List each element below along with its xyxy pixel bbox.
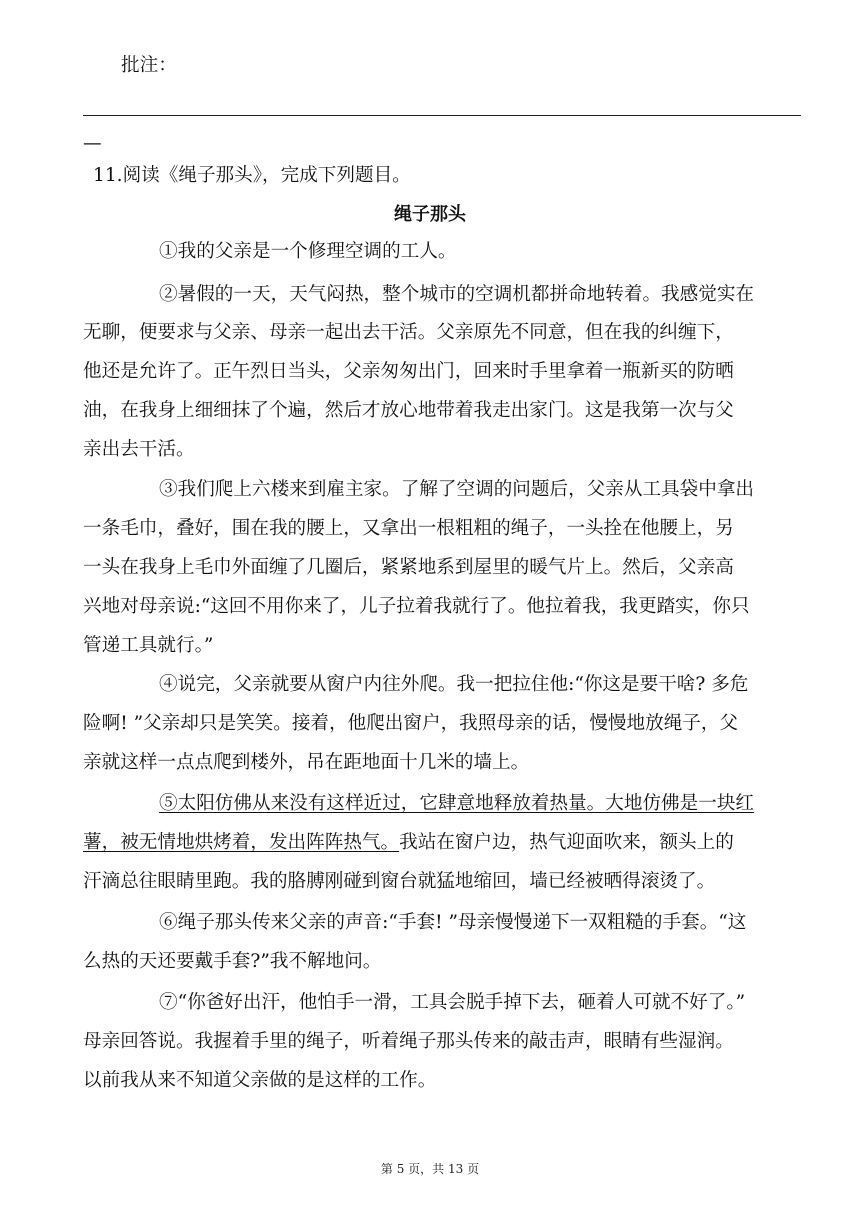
paragraph-7-line: 母亲回答说。我握着手里的绳子，听着绳子那头传来的敲击声，眼睛有些湿润。 — [83, 1031, 734, 1052]
paragraph-2-line: 无聊，便要求与父亲、母亲一起出去干活。父亲原先不同意，但在我的纠缠下， — [83, 322, 734, 343]
paragraph-5-text: 我站在窗户边，热气迎面吹来，额头上的 — [399, 832, 734, 853]
paragraph-2-line: ②暑假的一天，天气闷热，整个城市的空调机都拼命地转着。我感觉实在 — [159, 284, 755, 305]
paragraph-2-line: 油，在我身上细细抹了个遍，然后才放心地带着我走出家门。这是我第一次与父 — [83, 400, 734, 421]
paragraph-5-underlined: 薯，被无情地烘烤着，发出阵阵热气。 — [83, 832, 400, 853]
paragraph-4-line: 险啊! ”父亲却只是笑笑。接着，他爬出窗户，我照母亲的话，慢慢地放绳子，父 — [83, 713, 739, 734]
paragraph-4-line: 亲就这样一点点爬到楼外，吊在距地面十几米的墙上。 — [83, 752, 530, 773]
paragraph-2-line: 亲出去干活。 — [83, 439, 195, 460]
paragraph-7-line: 以前我从来不知道父亲做的是这样的工作。 — [83, 1070, 437, 1091]
paragraph-3-line: 管递工具就行。” — [83, 635, 214, 656]
paragraph-1: ①我的父亲是一个修理空调的工人。 — [159, 241, 457, 262]
annotation-label: 批注： — [121, 55, 177, 76]
paragraph-5-line: 汗滴总往眼睛里跑。我的胳膊刚碰到窗台就猛地缩回，墙已经被晒得滚烫了。 — [83, 871, 716, 892]
question-intro: 11.阅读《绳子那头》，完成下列题目。 — [93, 165, 411, 186]
paragraph-3-line: 一头在我身上毛巾外面缠了几圈后，紧紧地系到屋里的暖气片上。然后，父亲高 — [83, 557, 734, 578]
page-footer: 第 5 页，共 13 页 — [380, 1162, 480, 1176]
paragraph-3-line: ③我们爬上六楼来到雇主家。了解了空调的问题后，父亲从工具袋中拿出 — [159, 479, 755, 500]
article-title: 绳子那头 — [394, 204, 466, 225]
paragraph-3-line: 一条毛巾，叠好，围在我的腰上，又拿出一根粗粗的绳子，一头拴在他腰上，另 — [83, 518, 734, 539]
answer-blank-tail: — — [83, 133, 102, 154]
paragraph-6-line: 么热的天还要戴手套?”我不解地问。 — [83, 951, 382, 972]
paragraph-6-line: ⑥绳子那头传来父亲的声音:“手套! ”母亲慢慢递下一双粗糙的手套。“这 — [159, 912, 747, 933]
answer-blank-line — [83, 115, 801, 116]
paragraph-3-line: 兴地对母亲说:“这回不用你来了，儿子拉着我就行了。他拉着我，我更踏实，你只 — [83, 596, 750, 617]
paragraph-2-line: 他还是允许了。正午烈日当头，父亲匆匆出门，回来时手里拿着一瓶新买的防晒 — [83, 361, 734, 382]
paragraph-7-line: ⑦“你爸好出汗，他怕手一滑，工具会脱手掉下去，砸着人可就不好了。” — [159, 992, 746, 1013]
paragraph-5-underlined: ⑤太阳仿佛从来没有这样近过，它肆意地释放着热量。大地仿佛是一块红 — [159, 793, 755, 814]
paragraph-5-line — [83, 830, 734, 856]
paragraph-4-line: ④说完，父亲就要从窗户内往外爬。我一把拉住他:“你这是要干啥? 多危 — [159, 674, 749, 695]
